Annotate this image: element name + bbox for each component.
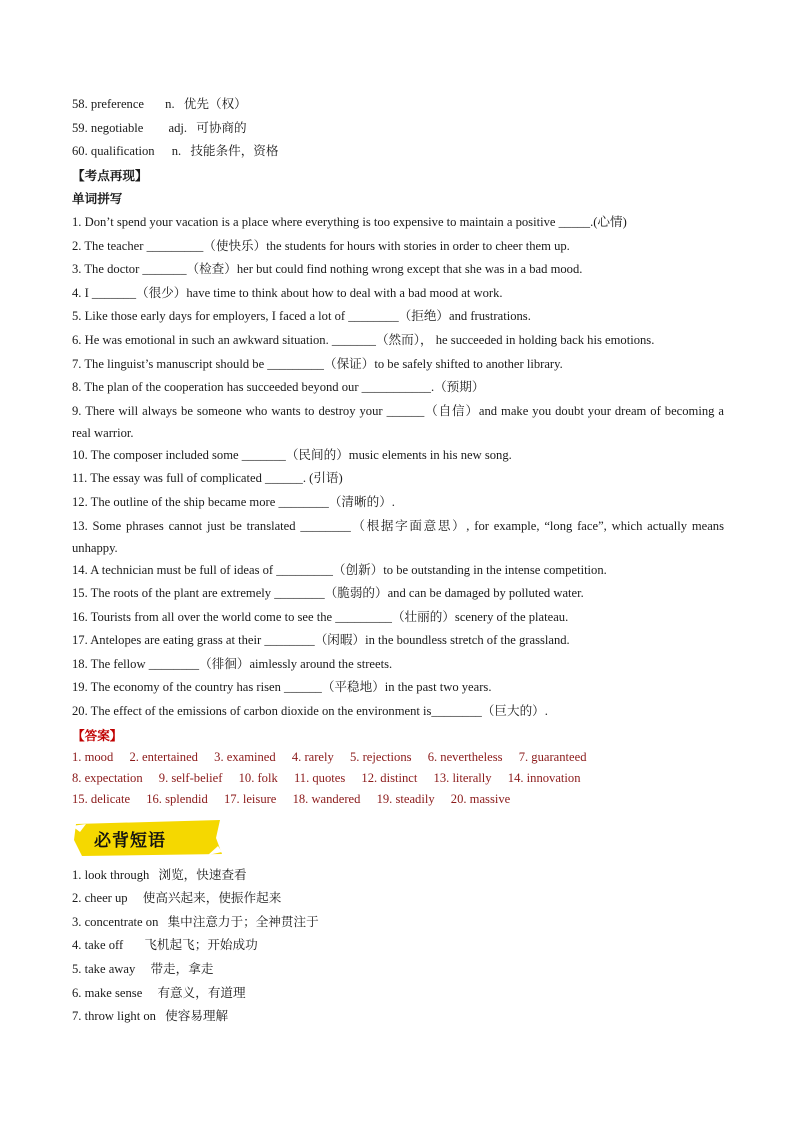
answer-item: 15. delicate	[72, 791, 131, 806]
vocab-term: 60. qualification	[72, 144, 155, 159]
phrase-cn: 使容易理解	[165, 1009, 229, 1024]
exercise-item: 10. The composer included some _______（民间的）music elements in his new song.	[72, 447, 512, 462]
exercise-item: 13. Some phrases cannot just be translated ________（根据字面意思）, for example, “long face”, which actually means unhappy.	[72, 518, 724, 555]
vocab-meaning: 技能条件，资格	[190, 144, 279, 159]
exercise-item: 19. The economy of the country has risen ______（平稳地）in the past two years.	[72, 680, 492, 695]
answer-item: 20. massive	[450, 791, 511, 806]
answer-item: 6. nevertheless	[427, 749, 503, 764]
vocab-pos: n.	[171, 144, 182, 159]
phrase-cn: 有意义，有道理	[157, 985, 246, 1000]
vocab-meaning: 优先（权）	[183, 97, 247, 111]
section-banner	[72, 818, 224, 858]
answers-title: 【答案】	[72, 727, 123, 743]
answer-item: 17. leisure	[223, 791, 277, 806]
exercise-item: 4. I _______（很少）have time to think about how to deal with a bad mood at work.	[72, 285, 503, 300]
answer-item: 3. examined	[214, 749, 276, 764]
vocab-meaning: 可协商的	[196, 120, 247, 135]
answer-item: 8. expectation	[72, 770, 143, 785]
exercise-item: 15. The roots of the plant are extremely ________（脆弱的）and can be damaged by polluted water.	[72, 586, 584, 601]
phrase-cn: 带走，拿走	[150, 962, 214, 977]
phrase-en: 7. throw light on	[72, 1009, 156, 1024]
exercise-item: 5. Like those early days for employers, I faced a lot of ________（拒绝）and frustrations.	[72, 309, 531, 324]
answers-row	[72, 768, 724, 789]
vocab-item	[72, 93, 724, 117]
phrase-en: 6. make sense	[72, 985, 143, 1000]
vocab-item	[72, 117, 724, 141]
phrase-en: 2. cheer up	[72, 891, 128, 906]
phrase-cn: 浏览，快速查看	[158, 867, 247, 882]
vocab-pos: adj.	[168, 120, 188, 135]
section-title: 【考点再现】	[72, 167, 148, 183]
exercise-item: 12. The outline of the ship became more ________（清晰的）.	[72, 494, 395, 509]
vocab-term: 58. preference	[72, 97, 145, 111]
exercise-item: 9. There will always be someone who wants to destroy your ______（自信）and make you doubt your dream of becoming a real warrior.	[72, 403, 724, 440]
phrase-item	[72, 864, 724, 888]
phrase-cn: 飞机起飞；开始成功	[144, 938, 258, 953]
exercise-item: 17. Antelopes are eating grass at their ________（闲暇）in the boundless stretch of the grassland.	[72, 633, 570, 648]
answer-item: 13. literally	[433, 770, 492, 785]
answer-item: 14. innovation	[507, 770, 581, 785]
answers-row	[72, 747, 724, 768]
exercise-item: 2. The teacher _________（使快乐）the students for hours with stories in order to cheer them up.	[72, 238, 570, 253]
answer-item: 16. splendid	[146, 791, 208, 806]
answer-item: 7. guaranteed	[518, 749, 587, 764]
answer-item: 12. distinct	[361, 770, 418, 785]
phrase-cn: 集中注意力于；全神贯注于	[167, 914, 319, 929]
exercise-item: 3. The doctor _______（检查）her but could find nothing wrong except that she was in a bad mood.	[72, 262, 583, 277]
answer-item: 5. rejections	[349, 749, 412, 764]
answer-item: 4. rarely	[291, 749, 334, 764]
phrase-item	[72, 887, 724, 911]
answer-item: 11. quotes	[293, 770, 346, 785]
phrase-en: 4. take off	[72, 938, 124, 953]
exercise-item: 8. The plan of the cooperation has succeeded beyond our ___________.（预期）	[72, 380, 485, 395]
exercise-item: 11. The essay was full of complicated ______. (引语)	[72, 471, 343, 486]
answer-item: 10. folk	[238, 770, 278, 785]
phrase-item	[72, 911, 724, 935]
document-page	[72, 93, 724, 1029]
subsection-title: 单词拼写	[72, 191, 123, 207]
answers-block	[72, 747, 724, 810]
phrase-item	[72, 982, 724, 1006]
answer-item: 1. mood	[72, 749, 114, 764]
phrase-item	[72, 1005, 724, 1029]
exercise-item: 7. The linguist’s manuscript should be _________（保证）to be safely shifted to another library.	[72, 356, 563, 371]
answer-item: 19. steadily	[376, 791, 435, 806]
phrase-en: 1. look through	[72, 867, 150, 882]
answer-item: 2. entertained	[129, 749, 198, 764]
vocab-item	[72, 140, 724, 164]
vocab-term: 59. negotiable	[72, 120, 144, 135]
vocab-list	[72, 93, 724, 164]
answer-item: 18. wandered	[292, 791, 361, 806]
phrase-list	[72, 864, 724, 1029]
exercise-item: 16. Tourists from all over the world come to see the _________（壮丽的）scenery of the plateau.	[72, 609, 569, 624]
phrase-en: 3. concentrate on	[72, 914, 159, 929]
exercise-item: 1. Don’t spend your vacation is a place where everything is too expensive to maintain a positive _____.(心情)	[72, 214, 627, 229]
exercise-item: 14. A technician must be full of ideas of _________（创新）to be outstanding in the intense competition.	[72, 562, 607, 577]
exercise-item: 20. The effect of the emissions of carbon dioxide on the environment is________（巨大的）.	[72, 704, 548, 719]
phrase-cn: 使高兴起来，使振作起来	[142, 891, 282, 906]
banner-title: 必背短语	[94, 830, 166, 851]
phrase-item	[72, 934, 724, 958]
answers-row	[72, 789, 724, 810]
phrase-en: 5. take away	[72, 962, 136, 977]
answer-item: 9. self-belief	[158, 770, 223, 785]
exercise-item: 6. He was emotional in such an awkward situation. _______（然而）， he succeeded in holding back his emotions.	[72, 332, 655, 347]
vocab-pos: n.	[165, 97, 175, 111]
exercise-list	[72, 211, 724, 724]
phrase-item	[72, 958, 724, 982]
exercise-item: 18. The fellow ________（徘徊）aimlessly around the streets.	[72, 656, 393, 671]
